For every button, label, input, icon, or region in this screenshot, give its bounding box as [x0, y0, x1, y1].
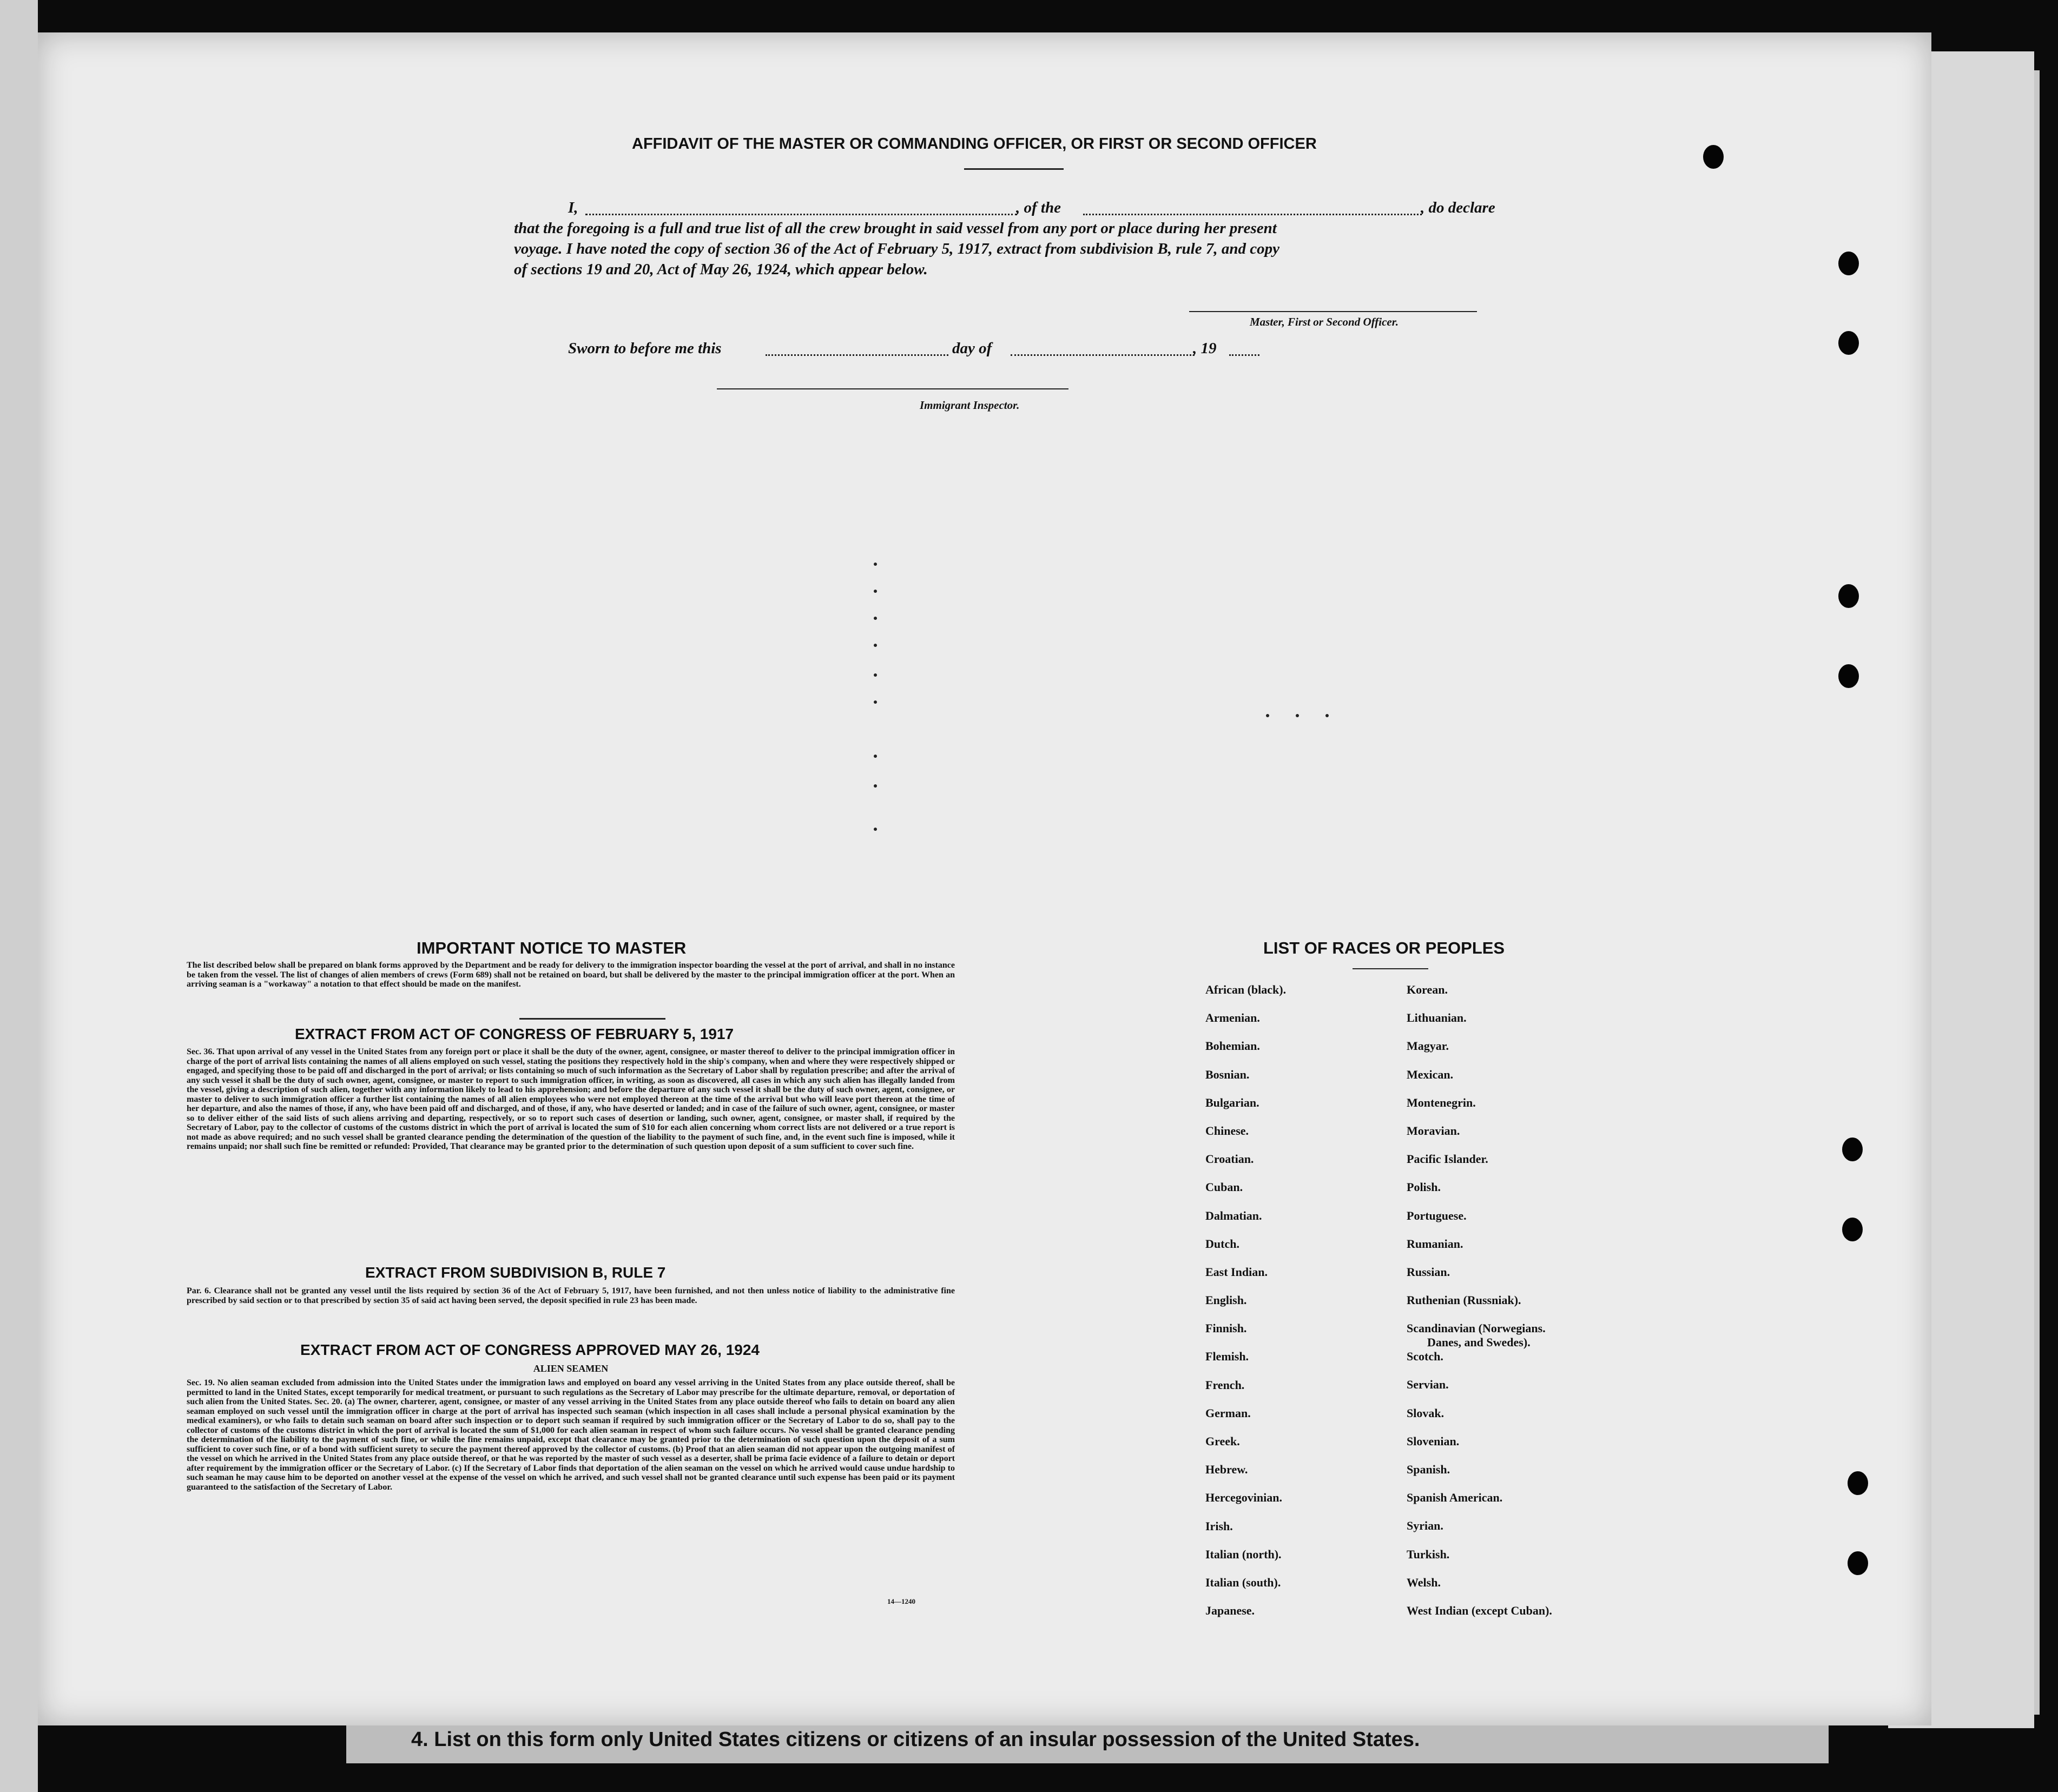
affidavit-title: AFFIDAVIT OF THE MASTER OR COMMANDING OFFICER, OR FIRST OR SECOND OFFICER [632, 135, 1317, 153]
extract-1917-body: Sec. 36. That upon arrival of any vessel in the United States from any foreign port or place it shall be the duty of the owner, agent, consignee, or master thereof to deliver to the principal immigration officer in charge of the port of arrival lists containing the names of all aliens employed on such vessel, stating the positions they respectively hold in the ship's company, when and where they were respectively shipped or engaged, and specifying those to be paid off and discharged in the port of arrival; or lists containing so much of such information as the Secretary of Labor shall by regulation prescribe; and after the arrival of any such vessel it shall be the duty of such owner, agent, consignee, or master to report to such immigration officer, in writing, as soon as discovered, all cases in which any such alien has illegally landed from the vessel, giving a description of such alien, together with any information likely to lead to his apprehension; and before the departure of any such vessel it shall be the duty of such owner, agent, consignee, or master to deliver to such immigration officer a further list containing the names of all alien employees who were not employed thereon at the time of the arrival but who will leave port thereon at the time of her departure, and also the names of those, if any, who have been paid off and discharged, and of those, if any, who have deserted or landed; and in case of the failure of such owner, agent, consignee, or master so to deliver either of the said lists of such aliens arriving and departing, respectively, or so to report such cases of desertion or landing, such owner, agent, consignee, or master shall, if required by the Secretary of Labor, pay to the collector of customs of the customs district in which the port of arrival is located the sum of $10 for each alien concerning whom correct lists are not delivered or a true report is not made as above required; and no such vessel shall be granted clearance pending the determination of the question of the liability to the payment of such fine, and, in the event such fine is imposed, while it remains unpaid; nor shall such fine be remitted or refunded: Provided, That clearance may be granted prior to the determination of such question upon deposit of a sum sufficient to cover such fine. [187, 1047, 955, 1151]
punch-hole [1838, 331, 1859, 355]
race-item: Lithuanian. [1407, 1011, 1467, 1025]
race-item: German. [1205, 1406, 1251, 1420]
bleed-mark [874, 700, 877, 704]
affidavit-line2: that the foregoing is a full and true list of all the crew brought in said vessel from any port or place during her present [514, 220, 1277, 237]
master-caption: Master, First or Second Officer. [1250, 315, 1399, 328]
race-item: East Indian. [1205, 1265, 1268, 1279]
race-item: Scandinavian (Norwegians. [1407, 1321, 1546, 1335]
affidavit-line1-i: I, [568, 199, 578, 216]
race-item: Pacific Islander. [1407, 1152, 1488, 1166]
race-item: Mexican. [1407, 1067, 1454, 1081]
bleed-mark [874, 617, 877, 620]
bleed-mark [874, 590, 877, 593]
race-item: Armenian. [1205, 1011, 1260, 1025]
affidavit-line1-declare: , do declare [1421, 199, 1495, 216]
vessel-blank [1083, 214, 1422, 215]
race-item: Syrian. [1407, 1519, 1443, 1533]
inspector-caption: Immigrant Inspector. [920, 399, 1020, 412]
bleed-mark [874, 644, 877, 647]
master-signature-line [1189, 311, 1477, 312]
affidavit-line4: of sections 19 and 20, Act of May 26, 1924, which appear below. [514, 261, 928, 278]
race-item: Polish. [1407, 1180, 1441, 1194]
race-item: Hercegovinian. [1205, 1491, 1282, 1505]
notice-title: IMPORTANT NOTICE TO MASTER [417, 938, 687, 957]
races-rule [1353, 968, 1428, 969]
footer-instruction: 4. List on this form only United States citizens or citizens of an insular possession of the United States. [411, 1728, 1420, 1751]
extract-1917-title: EXTRACT FROM ACT OF CONGRESS OF FEBRUARY 5, 1917 [295, 1026, 734, 1042]
race-item: West Indian (except Cuban). [1407, 1603, 1552, 1617]
inspector-signature-line [717, 388, 1068, 389]
bleed-mark [874, 673, 877, 677]
bleed-mark [874, 755, 877, 758]
name-blank [585, 214, 1017, 215]
race-item: Slovenian. [1407, 1434, 1460, 1448]
race-item: Slovak. [1407, 1406, 1444, 1420]
race-item: Irish. [1205, 1519, 1233, 1533]
race-item: Rumanian. [1407, 1236, 1463, 1251]
race-item: African (black). [1205, 983, 1287, 996]
races-right-column [1407, 982, 1552, 1631]
race-item: English. [1205, 1293, 1247, 1307]
race-item: Chinese. [1205, 1123, 1249, 1138]
race-item: Bosnian. [1205, 1067, 1250, 1081]
bleed-mark [1266, 714, 1269, 717]
race-item: Japanese. [1205, 1604, 1255, 1618]
race-item: Dalmatian. [1205, 1208, 1262, 1222]
punch-hole [1838, 584, 1859, 608]
affidavit-line3: voyage. I have noted the copy of section 36 of the Act of February 5, 1917, extract from subdivision B, rule 7, and copy [514, 240, 1279, 257]
bleed-mark [874, 828, 877, 831]
punch-hole [1842, 1138, 1863, 1161]
race-item: Scotch. [1407, 1350, 1443, 1364]
sworn-day-blank [766, 354, 948, 356]
title-rule [964, 168, 1064, 170]
race-item: Danes, and Swedes). [1427, 1335, 1531, 1350]
binder-strip [0, 0, 38, 1792]
sworn-year-blank [1229, 354, 1259, 356]
bleed-mark [1325, 714, 1329, 717]
race-item: Italian (south). [1205, 1575, 1281, 1589]
sworn-month-blank [1011, 354, 1195, 356]
race-item: Russian. [1407, 1265, 1450, 1279]
bleed-mark [1296, 714, 1299, 717]
race-item: French. [1205, 1378, 1245, 1392]
section-rule [519, 1018, 665, 1020]
sworn-year: , 19 [1193, 340, 1217, 357]
race-item: Welsh. [1407, 1575, 1441, 1589]
punch-hole [1838, 252, 1859, 275]
race-item: Korean. [1407, 983, 1448, 996]
race-item: Montenegrin. [1407, 1095, 1476, 1109]
race-item: Dutch. [1205, 1236, 1239, 1251]
race-item: Croatian. [1205, 1152, 1254, 1166]
race-item: Ruthenian (Russniak). [1407, 1293, 1521, 1307]
punch-hole [1848, 1471, 1868, 1495]
race-item: Greek. [1205, 1434, 1240, 1448]
affidavit-line1-of-the: , of the [1016, 199, 1061, 216]
race-item: Flemish. [1205, 1350, 1249, 1364]
race-item: Servian. [1407, 1378, 1449, 1392]
extract-1924-title: EXTRACT FROM ACT OF CONGRESS APPROVED MAY 26, 1924 [300, 1341, 760, 1358]
race-item: Magyar. [1407, 1039, 1449, 1053]
punch-hole [1838, 664, 1859, 688]
races-left-column [1205, 982, 1286, 1631]
punch-hole [1842, 1218, 1863, 1241]
sworn-day-of: day of [952, 340, 992, 357]
punch-hole [1848, 1551, 1868, 1575]
race-item: Italian (north). [1205, 1547, 1282, 1561]
race-item: Bulgarian. [1205, 1095, 1259, 1109]
race-item: Turkish. [1407, 1547, 1450, 1561]
race-item: Spanish American. [1407, 1491, 1503, 1505]
sworn-prefix: Sworn to before me this [568, 340, 722, 357]
notice-body: The list described below shall be prepared on blank forms approved by the Department and be ready for delivery to the immigration inspector boarding the vessel at the port of arrival, and shall in no instance be taken from the vessel. The list of changes of alien members of crews (Form 689) shall not be retained on board, but shall be delivered by the master to the principal immigration officer at the port. When an arriving seaman is a "workaway" a notation to that effect should be made on the manifest. [187, 961, 955, 989]
race-item: Portuguese. [1407, 1208, 1467, 1222]
extract-1924-subtitle: ALIEN SEAMEN [533, 1363, 609, 1374]
race-item: Moravian. [1407, 1123, 1460, 1138]
race-item: Hebrew. [1205, 1463, 1248, 1477]
race-item: Finnish. [1205, 1321, 1247, 1335]
races-title: LIST OF RACES OR PEOPLES [1263, 938, 1505, 957]
extract-1924-body: Sec. 19. No alien seaman excluded from admission into the United States under the immigration laws and employed on board any vessel arriving in the United States from any place outside thereof, shall be permitted to land in the United States, except temporarily for medical treatment, or pursuant to such regulations as the Secretary of Labor may prescribe for the ultimate departure, removal, or deportation of such alien from the United States. Sec. 20. (a) The owner, charterer, agent, consignee, or master of any vessel arriving in the United States from any place outside thereof who fails to detain on board any alien seaman employed on such vessel until the immigration officer in charge at the port of arrival has inspected such seaman (which inspection in all cases shall include a personal physical examination by the medical examiners), or who fails to detain such seaman on board after such inspection or to deport such seaman if required by such immigration officer or the Secretary of Labor to do so, shall pay to the collector of customs of the customs district in which the port of arrival is located the sum of $1,000 for each alien seaman in respect of whom such failure occurs. No vessel shall be granted clearance pending the determination of the liability to the payment of such fine, or while the fine remains unpaid, except that clearance may be granted prior to the determination of such question upon the deposit of a sum sufficient to cover such fine, or of a bond with sufficient surety to secure the payment thereof approved by the collector of customs. (b) Proof that an alien seaman did not appear upon the outgoing manifest of the vessel on which he arrived in the United States from any place outside thereof, or that he was reported by the master of such vessel as a deserter, shall be prima facie evidence of a failure to detain or deport after requirement by the immigration officer or the Secretary of Labor. (c) If the Secretary of Labor finds that deportation of the alien seaman on the vessel on which he arrived would cause undue hardship to such seaman he may cause him to be deported on another vessel at the expense of the vessel on which he arrived, and such vessel shall not be granted clearance until such expense has been paid or its payment guaranteed to the satisfaction of the Secretary of Labor. [187, 1378, 955, 1492]
subdivision-body: Par. 6. Clearance shall not be granted any vessel until the lists required by section 36 of the Act of February 5, 1917, have been furnished, and not then unless notice of liability to the administrative fine prescribed by said section or to that prescribed by section 35 of said act having been served, the deposit specified in rule 23 has been made. [187, 1286, 955, 1305]
bleed-mark [874, 563, 877, 566]
bleed-mark [874, 784, 877, 788]
form-number: 14—1240 [887, 1597, 915, 1605]
race-item: Bohemian. [1205, 1039, 1260, 1053]
race-item: Cuban. [1205, 1180, 1243, 1194]
subdivision-title: EXTRACT FROM SUBDIVISION B, RULE 7 [365, 1264, 666, 1281]
race-item: Spanish. [1407, 1463, 1450, 1476]
punch-hole [1703, 145, 1724, 169]
